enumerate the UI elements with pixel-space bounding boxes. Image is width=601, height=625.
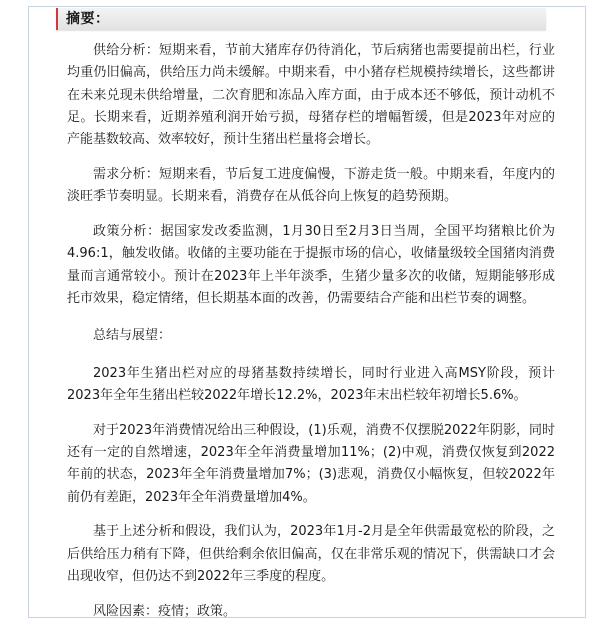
demand-analysis-paragraph: 需求分析：短期来看，节后复工进度偏慢，下游走货一般。中期来看，年度内的淡旺季节奏明显。长期来看，消费存在从低谷向上恢复的趋势预期。 bbox=[67, 166, 555, 205]
policy-analysis-paragraph: 政策分析：据国家发改委监测，1月30日至2月3日当周，全国平均猪粮比价为4.96:1，触发收储。收储的主要功能在于提振市场的信心，收储量级较全国猪肉消费量而言通常较小。预计在2023年上半年淡季，生猪少量多次的收储，短期能够形成托市效果，稳定情绪，但长期基本面的改善，仍需要结合产能和出栏节奏的调整。 bbox=[67, 224, 555, 306]
abstract-body bbox=[67, 40, 555, 623]
scenarios-paragraph: 对于2023年消费情况给出三种假设，(1)乐观，消费不仅摆脱2022年阴影，同时还有一定的自然增速，2023年全年消费量增加11%；(2)中观，消费仅恢复到2022年前的状态，2023年全年消费量增加7%；(3)悲观，消费仅小幅恢复，但较2022年前仍有差距，2023年全年消费量增加4%。 bbox=[67, 422, 555, 505]
outlook-paragraph: 2023年生猪出栏对应的母猪基数持续增长，同时行业进入高MSY阶段，预计2023年全年生猪出栏较2022年增长12.2%，2023年末出栏较年初增长5.6%。 bbox=[67, 365, 555, 403]
risk-factors-paragraph: 风险因素：疫情；政策。 bbox=[93, 603, 237, 619]
abstract-heading: 摘要： bbox=[66, 11, 110, 27]
summary-heading: 总结与展望： bbox=[93, 328, 172, 344]
supply-analysis-paragraph: 供给分析：短期来看，节前大猪库存仍待消化，节后病猪也需要提前出栏，行业均重仍旧偏高，供给压力尚未缓解。中期来看，中小猪存栏规模持续增长，这些都讲在未来兑现未供给增量，二次育肥和冻品入库方面，由于成本还不够低，预计动机不足。长期来看，近期养殖利润开始亏损，母猪存栏的增幅暂缓，但是2023年对应的产能基数较高、效率较好，预计生猪出栏量将会增长。 bbox=[67, 43, 555, 148]
conclusion-paragraph: 基于上述分析和假设，我们认为，2023年1月-2月是全年供需最宽松的阶段，之后供给压力稍有下降，但供给剩余依旧偏高，仅在非常乐观的情况下，供需缺口才会出现收窄，但仍达不到2022年三季度的程度。 bbox=[67, 524, 555, 584]
header-band bbox=[56, 8, 546, 30]
